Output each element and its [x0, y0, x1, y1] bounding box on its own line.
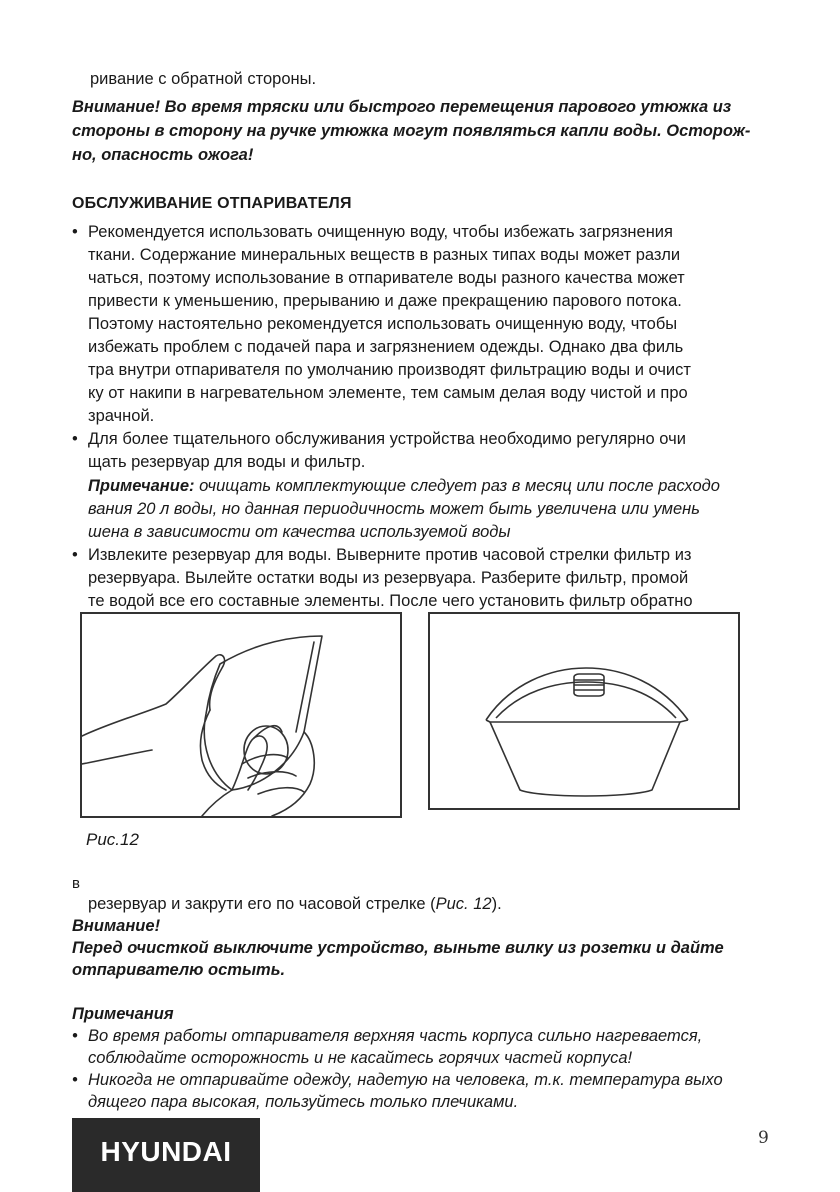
note-line: соблюдайте осторожность и не касайтесь горячих частей корпуса!	[88, 1049, 633, 1067]
continuation-line: ривание с обратной стороны.	[90, 70, 317, 88]
figure-caption: Рис.12	[86, 830, 139, 849]
paragraph-line: привести к уменьшению, прерыванию и даже прекращению парового потока.	[88, 292, 682, 310]
instruction-line	[88, 893, 502, 915]
paragraph-line: щать резервуар для воды и фильтр.	[88, 453, 366, 471]
warning-label: Внимание!	[72, 917, 161, 935]
bullet-dot: •	[72, 1071, 78, 1089]
paragraph-line: ку от накипи в нагревательном элементе, тем самым делая воду чистой и про	[88, 384, 688, 402]
note-line: Никогда не отпаривайте одежду, надетую на человека, т.к. температура выхо	[88, 1071, 723, 1089]
instruction-text: резервуар и закрути его по часовой стрелке (	[88, 895, 436, 913]
section-title: ОБСЛУЖИВАНИЕ ОТПАРИВАТЕЛЯ	[72, 195, 352, 212]
paragraph-line: ткани. Содержание минеральных веществ в разных типах воды может разли	[88, 246, 681, 264]
paragraph-line: зрачной.	[88, 407, 155, 425]
hands-holding-filter-illustration	[82, 614, 400, 816]
paragraph-line: Рекомендуется использовать очищенную воду, чтобы избежать загрязнения	[88, 223, 673, 241]
warning-line: стороны в сторону на ручке утюжка могут появляться капли воды. Осторож-	[72, 122, 751, 140]
paragraph-line: те водой все его составные элементы. После чего установить фильтр обратно	[88, 592, 693, 610]
paragraph-line: чаться, поэтому использование в отпаривателе воды разного качества может	[88, 269, 685, 287]
brand-logo: HYUNDAI	[100, 1136, 232, 1167]
note-line: Во время работы отпаривателя верхняя часть корпуса сильно нагревается,	[88, 1027, 703, 1045]
note-line: вания 20 л воды, но данная периодичность может быть увеличена или умень	[88, 500, 700, 518]
paragraph-line: резервуара. Вылейте остатки воды из резервуара. Разберите фильтр, промой	[88, 569, 689, 587]
note-line	[88, 475, 720, 497]
paragraph-line: тра внутри отпаривателя по умолчанию производят фильтрацию воды и очист	[88, 361, 691, 379]
warning-line: Перед очисткой выключите устройство, выньте вилку из розетки и дайте	[72, 939, 724, 957]
figure-reservoir-filter	[428, 612, 740, 810]
stray-letter: в	[72, 875, 80, 892]
warning-line: Внимание! Во время тряски или быстрого перемещения парового утюжка из	[72, 98, 732, 116]
note-text: очищать комплектующие следует раз в месяц или после расходо	[194, 477, 720, 495]
bullet-dot: •	[72, 223, 78, 241]
reservoir-filter-illustration	[430, 614, 738, 808]
paragraph-line: Поэтому настоятельно рекомендуется использовать очищенную воду, чтобы	[88, 315, 678, 333]
brand-logo-block	[72, 1118, 260, 1192]
note-line: дящего пара высокая, пользуйтесь только плечиками.	[88, 1093, 519, 1111]
page-number: 9	[758, 1128, 769, 1148]
warning-line: отпаривателю остыть.	[72, 961, 286, 979]
figure-reference: Рис. 12	[435, 895, 492, 913]
note-line: шена в зависимости от качества используемой воды	[88, 523, 511, 541]
paragraph-line: избежать проблем с подачей пара и загрязнением одежды. Однако два филь	[88, 338, 684, 356]
bullet-dot: •	[72, 546, 78, 564]
bullet-dot: •	[72, 1027, 78, 1045]
note-label: Примечание:	[88, 477, 195, 495]
warning-line: но, опасность ожога!	[72, 146, 254, 164]
paragraph-line: Для более тщательного обслуживания устройства необходимо регулярно очи	[88, 430, 686, 448]
paragraph-line: Извлеките резервуар для воды. Выверните против часовой стрелки фильтр из	[88, 546, 692, 564]
notes-title: Примечания	[72, 1005, 174, 1023]
figure-hands-filter	[80, 612, 402, 818]
bullet-dot: •	[72, 430, 78, 448]
instruction-text-end: ).	[491, 895, 502, 913]
